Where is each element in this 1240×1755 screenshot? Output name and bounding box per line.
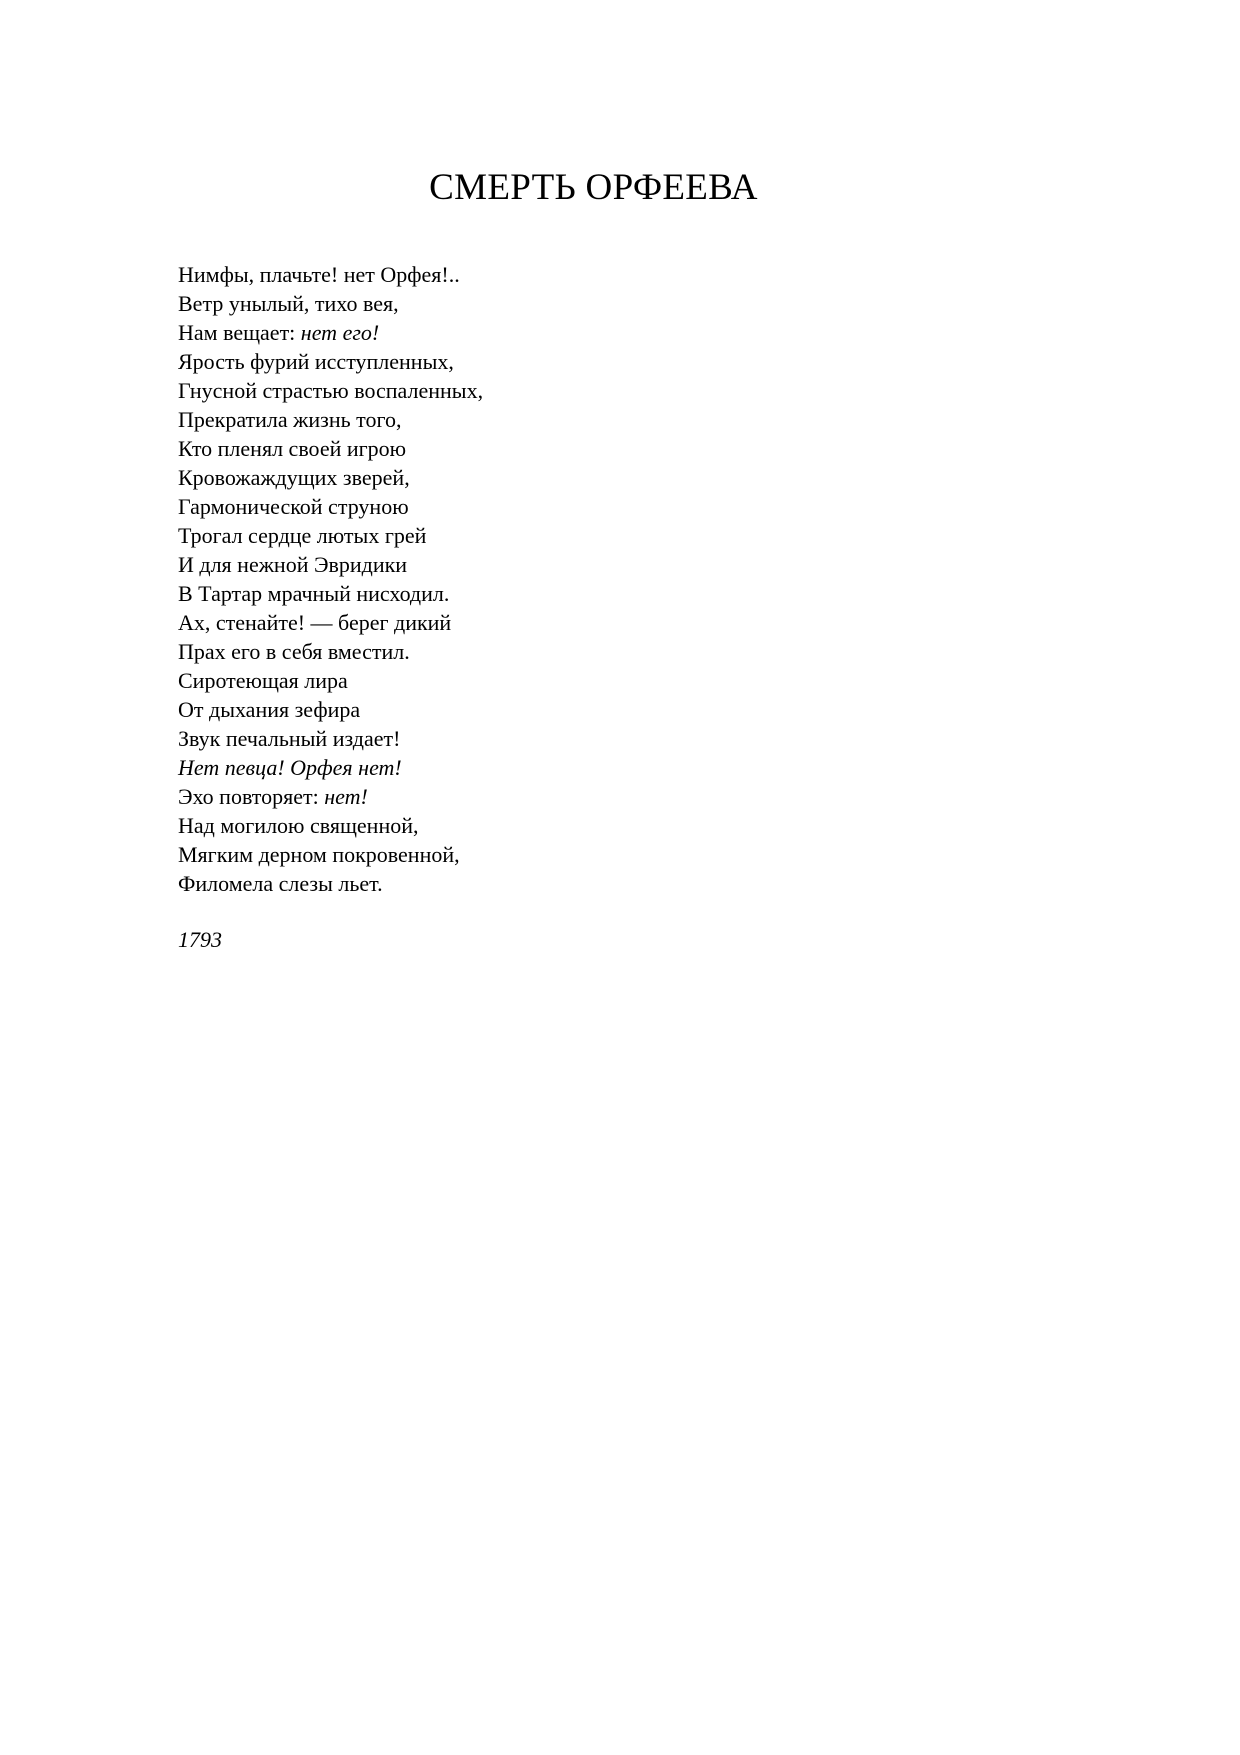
poem-line-text: Кто пленял своей игрою bbox=[178, 436, 407, 461]
poem-line-text: Мягким дерном покровенной, bbox=[178, 842, 460, 867]
poem-line bbox=[178, 869, 483, 898]
poem-line bbox=[178, 608, 483, 637]
poem-line-text: Над могилою священной, bbox=[178, 813, 419, 838]
poem-line bbox=[178, 579, 483, 608]
poem-line bbox=[178, 550, 483, 579]
poem-line bbox=[178, 695, 483, 724]
poem-line-text: Нимфы, плачьте! нет Орфея!.. bbox=[178, 262, 460, 287]
poem-date: 1793 bbox=[178, 927, 222, 952]
poem-line-text: Трогал сердце лютых грей bbox=[178, 523, 427, 548]
poem-line bbox=[178, 376, 483, 405]
poem-line bbox=[178, 260, 483, 289]
poem-line bbox=[178, 463, 483, 492]
poem-line-text: Ярость фурий исступленных, bbox=[178, 349, 454, 374]
poem-title: СМЕРТЬ ОРФЕЕВА bbox=[429, 167, 758, 208]
poem-line-text: Гнусной страстью воспаленных, bbox=[178, 378, 484, 403]
poem-line bbox=[178, 318, 483, 347]
poem-line-italic: нет его! bbox=[300, 320, 380, 345]
poem-line-text: Кровожаждущих зверей, bbox=[178, 465, 410, 490]
poem-line-text: Ветр унылый, тихо вея, bbox=[178, 291, 399, 316]
poem-line-text: Прах его в себя вместил. bbox=[178, 639, 410, 664]
poem-line-text: Эхо повторяет: bbox=[178, 784, 325, 809]
poem-line bbox=[178, 782, 483, 811]
poem-line bbox=[178, 492, 483, 521]
poem-line bbox=[178, 347, 483, 376]
poem-line bbox=[178, 811, 483, 840]
poem-line-text: И для нежной Эвридики bbox=[178, 552, 408, 577]
poem-line-text: Филомела слезы льет. bbox=[178, 871, 383, 896]
poem-line bbox=[178, 724, 483, 753]
poem-line-text: В Тартар мрачный нисходил. bbox=[178, 581, 450, 606]
poem-body bbox=[178, 260, 483, 898]
poem-line-text: Ах, стенайте! — берег дикий bbox=[178, 610, 452, 635]
poem-line bbox=[178, 753, 483, 782]
poem-line-text: Сиротеющая лира bbox=[178, 668, 348, 693]
poem-line bbox=[178, 434, 483, 463]
poem-line-text: Звук печальный издает! bbox=[178, 726, 401, 751]
poem-line bbox=[178, 666, 483, 695]
poem-line-text: Гармонической струною bbox=[178, 494, 409, 519]
poem-line bbox=[178, 840, 483, 869]
poem-line bbox=[178, 289, 483, 318]
poem-line-italic: Нет певца! Орфея нет! bbox=[178, 755, 402, 780]
poem-line-text: Прекратила жизнь того, bbox=[178, 407, 402, 432]
poem-line-text: От дыхания зефира bbox=[178, 697, 361, 722]
poem-line-text: Нам вещает: bbox=[178, 320, 301, 345]
poem-line bbox=[178, 521, 483, 550]
poem-line-italic: нет! bbox=[324, 784, 368, 809]
poem-line bbox=[178, 405, 483, 434]
poem-line bbox=[178, 637, 483, 666]
